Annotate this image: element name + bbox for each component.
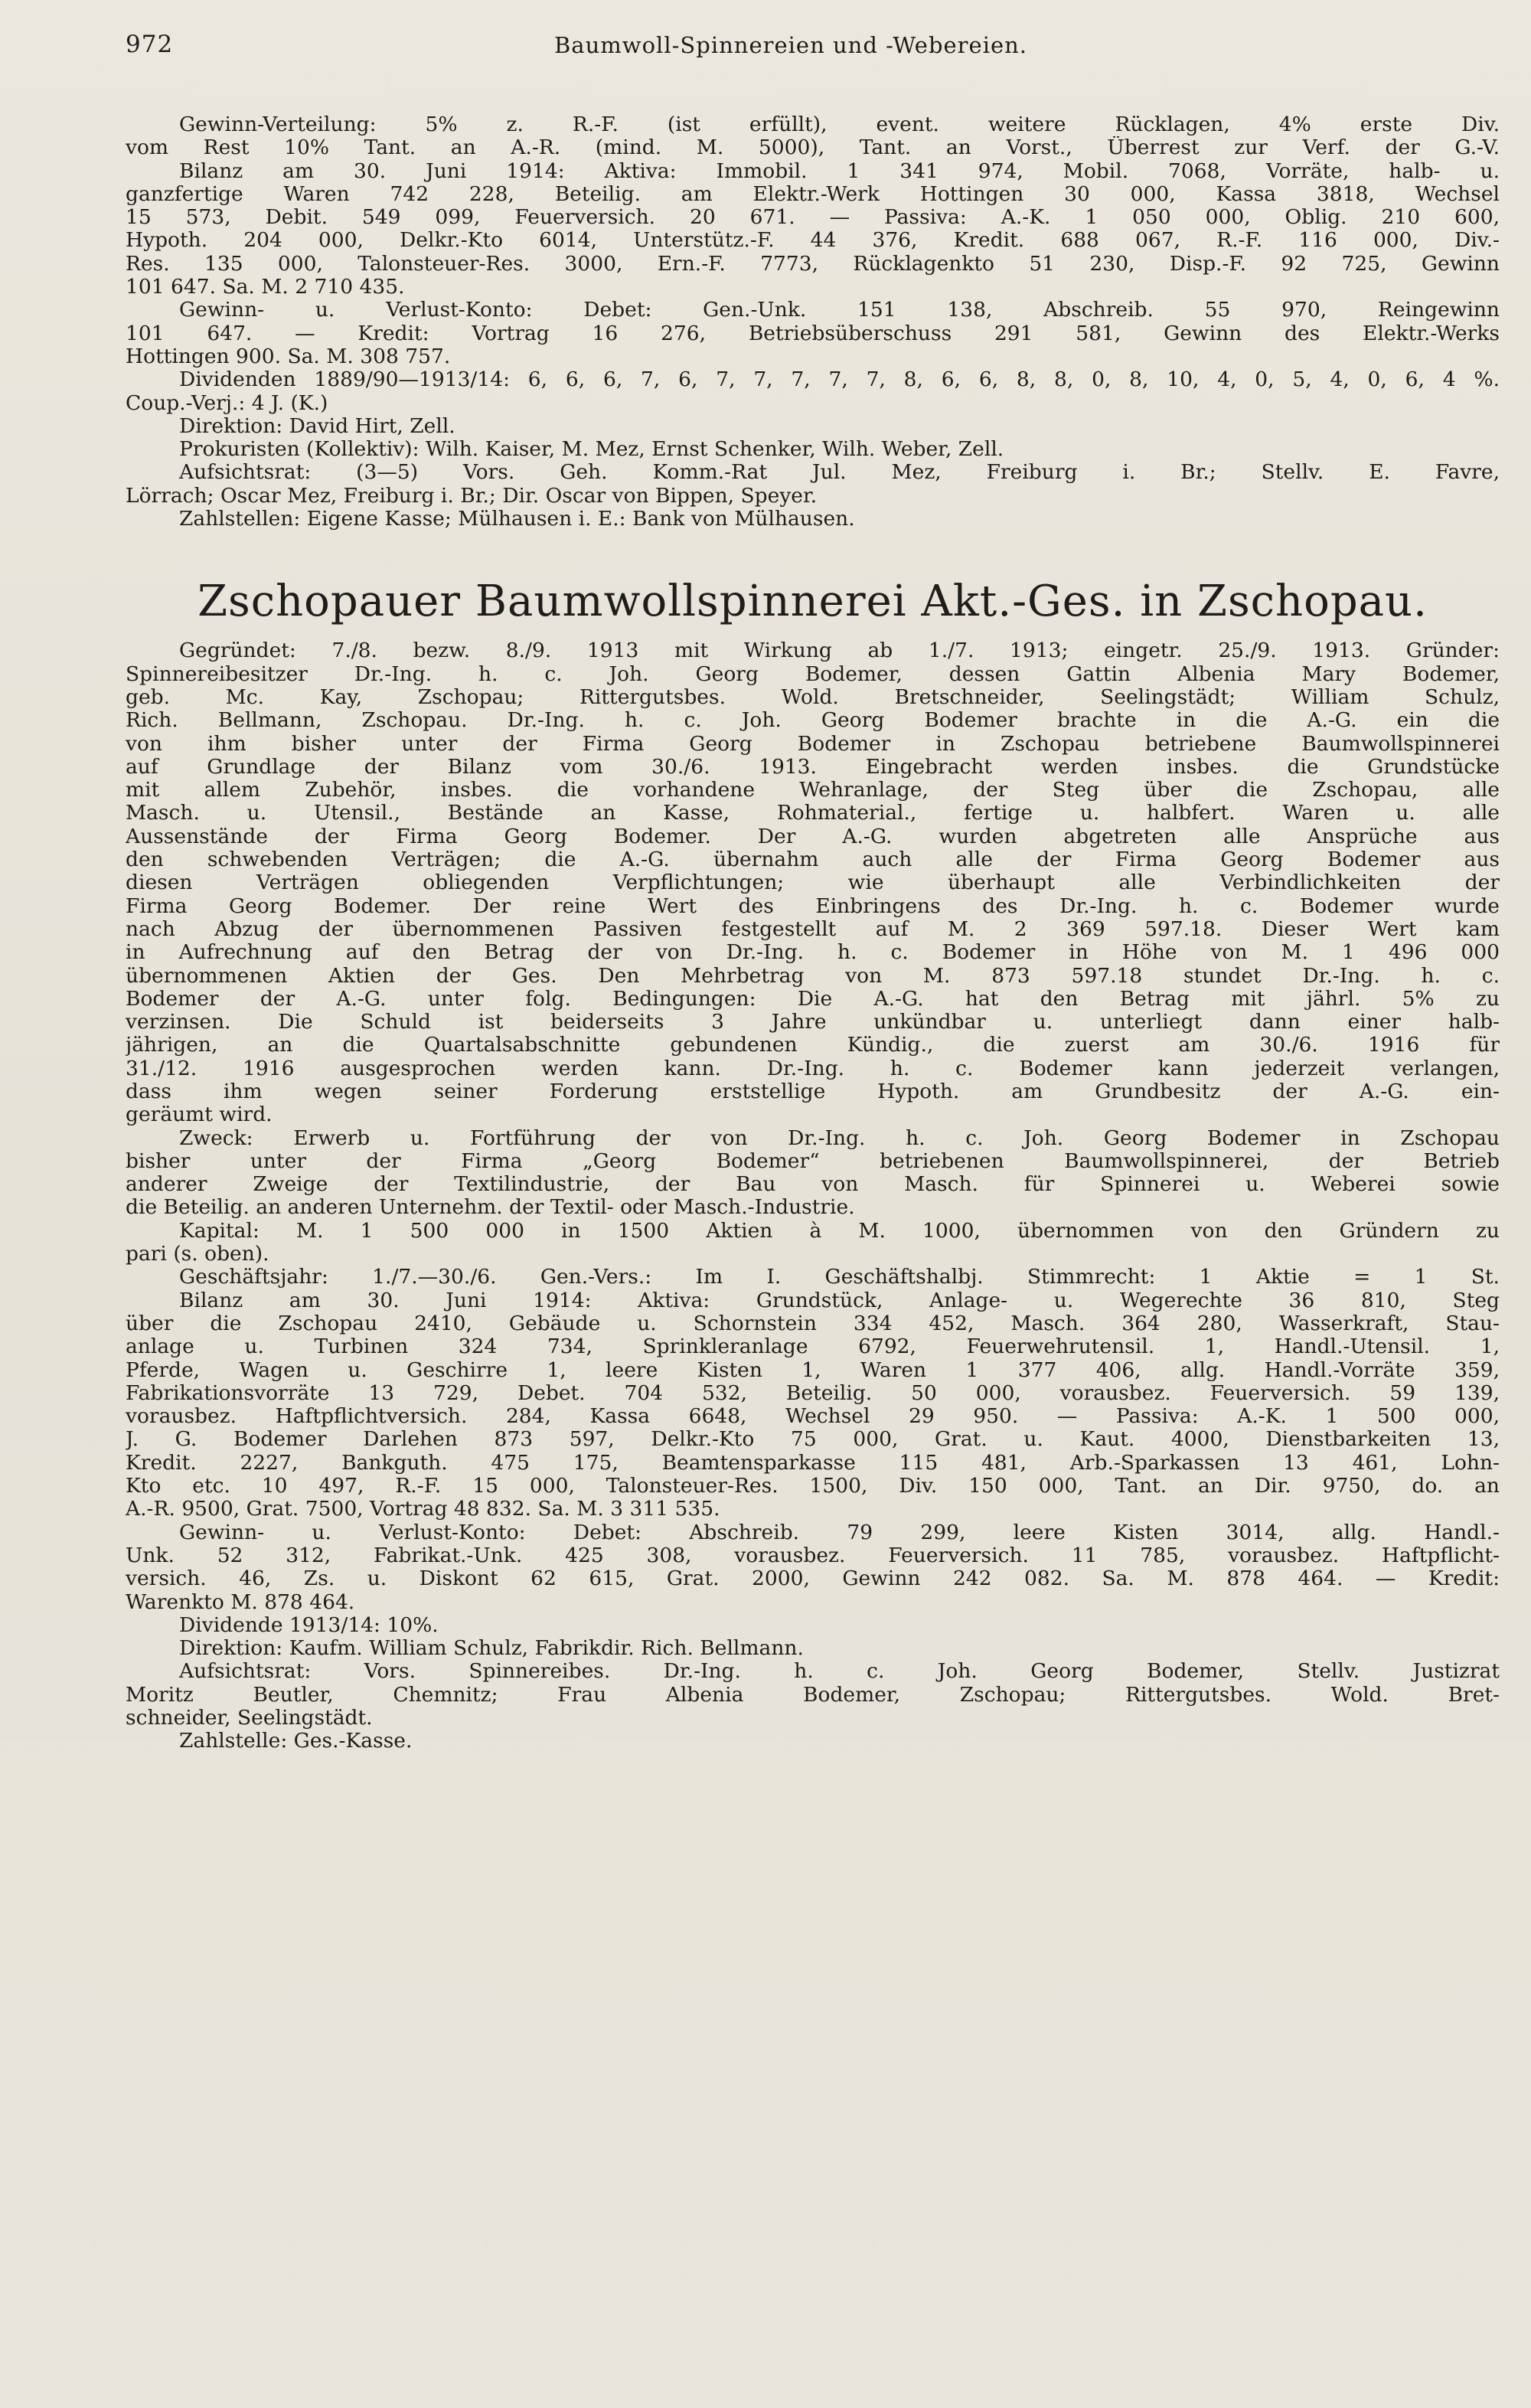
text-line: Hypoth. 204 000, Delkr.-Kto 6014, Unterstütz.-F. 44 376, Kredit. 688 067, R.-F. 116 000, Div.- xyxy=(126,229,1500,253)
text-line: Masch. u. Utensil., Bestände an Kasse, Rohmaterial., fertige u. halbfert. Waren u. alle xyxy=(126,802,1500,825)
text-line: Moritz Beutler, Chemnitz; Frau Albenia Bodemer, Zschopau; Rittergutsbes. Wold. Bret- xyxy=(126,1683,1500,1707)
text-line: J. G. Bodemer Darlehen 873 597, Delkr.-Kto 75 000, Grat. u. Kaut. 4000, Dienstbarkeiten 13, xyxy=(126,1428,1500,1452)
text-line: Direktion: Kaufm. William Schulz, Fabrikdir. Rich. Bellmann. xyxy=(179,1637,804,1661)
text-line: Bilanz am 30. Juni 1914: Aktiva: Grundstück, Anlage- u. Wegerechte 36 810, Steg xyxy=(179,1289,1500,1312)
text-line: nach Abzug der übernommenen Passiven festgestellt auf M. 2 369 597.18. Dieser Wert kam xyxy=(126,917,1500,941)
text-line: Direktion: David Hirt, Zell. xyxy=(179,414,455,438)
text-line: die Beteilig. an anderen Unternehm. der Textil- oder Masch.-Industrie. xyxy=(126,1196,855,1220)
previous-company-entry xyxy=(126,113,1500,531)
text-line: 15 573, Debit. 549 099, Feuerversich. 20 671. — Passiva: A.-K. 1 050 000, Oblig. 210 600, xyxy=(126,206,1500,230)
text-line: vorausbez. Haftpflichtversich. 284, Kassa 6648, Wechsel 29 950. — Passiva: A.-K. 1 500 000, xyxy=(126,1405,1500,1429)
text-line: Fabrikationsvorräte 13 729, Debet. 704 532, Beteilig. 50 000, vorausbez. Feuerversich. 59 139, xyxy=(126,1381,1500,1405)
text-line: 101 647. — Kredit: Vortrag 16 276, Betriebsüberschuss 291 581, Gewinn des Elektr.-Werks xyxy=(126,322,1500,345)
text-line: 31./12. 1916 ausgesprochen werden kann. Dr.-Ing. h. c. Bodemer kann jederzeit verlangen, xyxy=(126,1057,1500,1080)
text-line: den schwebenden Verträgen; die A.-G. übernahm auch alle der Firma Georg Bodemer aus xyxy=(126,848,1500,872)
text-line: diesen Verträgen obliegenden Verpflichtungen; wie überhaupt alle Verbindlichkeiten der xyxy=(126,871,1500,895)
text-line: Firma Georg Bodemer. Der reine Wert des Einbringens des Dr.-Ing. h. c. Bodemer wurde xyxy=(126,894,1500,918)
text-line: Aufsichtsrat: Vors. Spinnereibes. Dr.-Ing. h. c. Joh. Georg Bodemer, Stellv. Justizrat xyxy=(179,1660,1500,1684)
text-line: Res. 135 000, Talonsteuer-Res. 3000, Ern.-F. 7773, Rücklagenkto 51 230, Disp.-F. 92 725, Gewinn xyxy=(126,252,1500,276)
text-line: Warenkto M. 878 464. xyxy=(126,1590,355,1614)
text-line: geräumt wird. xyxy=(126,1103,273,1127)
text-line: bisher unter der Firma „Georg Bodemer“ betriebenen Baumwollspinnerei, der Betrieb xyxy=(126,1149,1500,1173)
text-line: Zahlstellen: Eigene Kasse; Mülhausen i. E.: Bank von Mülhausen. xyxy=(179,508,855,531)
text-line: von ihm bisher unter der Firma Georg Bodemer in Zschopau betriebene Baumwollspinnerei xyxy=(126,732,1500,756)
text-line: Zahlstelle: Ges.-Kasse. xyxy=(179,1730,413,1753)
text-line: mit allem Zubehör, insbes. die vorhandene Wehranlage, der Steg über die Zschopau, alle xyxy=(126,779,1500,802)
text-line: übernommenen Aktien der Ges. Den Mehrbetrag von M. 873 597.18 stundet Dr.-Ing. h. c. xyxy=(126,964,1500,988)
text-line: dass ihm wegen seiner Forderung erststellige Hypoth. am Grundbesitz der A.-G. ein- xyxy=(126,1080,1500,1103)
text-line: Prokuristen (Kollektiv): Wilh. Kaiser, M. Mez, Ernst Schenker, Wilh. Weber, Zell. xyxy=(179,438,1004,462)
text-line: pari (s. oben). xyxy=(126,1243,269,1266)
text-line: schneider, Seelingstädt. xyxy=(126,1707,373,1730)
text-line: Gegründet: 7./8. bezw. 8./9. 1913 mit Wirkung ab 1./7. 1913; eingetr. 25./9. 1913. Gründer: xyxy=(179,639,1500,663)
text-line: Aussenstände der Firma Georg Bodemer. Der A.-G. wurden abgetreten alle Ansprüche aus xyxy=(126,825,1500,848)
text-line: über die Zschopau 2410, Gebäude u. Schornstein 334 452, Masch. 364 280, Wasserkraft, Stau- xyxy=(126,1312,1500,1335)
company-title: Zschopauer Baumwollspinnerei Akt.-Ges. in Zschopau. xyxy=(197,577,1428,627)
text-line: Pferde, Wagen u. Geschirre 1, leere Kisten 1, Waren 1 377 406, allg. Handl.-Vorräte 359, xyxy=(126,1358,1500,1382)
text-line: auf Grundlage der Bilanz vom 30./6. 1913. Eingebracht werden insbes. die Grundstücke xyxy=(126,755,1500,779)
running-title: Baumwoll-Spinnereien und -Webereien. xyxy=(554,32,1028,58)
text-line: 101 647. Sa. M. 2 710 435. xyxy=(126,276,405,299)
text-line: Zweck: Erwerb u. Fortführung der von Dr.-Ing. h. c. Joh. Georg Bodemer in Zschopau xyxy=(179,1126,1500,1150)
page-number: 972 xyxy=(126,31,174,58)
text-line: versich. 46, Zs. u. Diskont 62 615, Grat. 2000, Gewinn 242 082. Sa. M. 878 464. — Kredit: xyxy=(126,1567,1500,1591)
text-line: geb. Mc. Kay, Zschopau; Rittergutsbes. Wold. Bretschneider, Seelingstädt; William Schulz, xyxy=(126,685,1500,709)
text-line: in Aufrechnung auf den Betrag der von Dr.-Ing. h. c. Bodemer in Höhe von M. 1 496 000 xyxy=(126,941,1500,965)
text-line: A.-R. 9500, Grat. 7500, Vortrag 48 832. Sa. M. 3 311 535. xyxy=(126,1498,720,1521)
running-head xyxy=(126,23,1511,69)
text-line: ganzfertige Waren 742 228, Beteilig. am Elektr.-Werk Hottingen 30 000, Kassa 3818, Wechsel xyxy=(126,182,1500,206)
text-line: Gewinn- u. Verlust-Konto: Debet: Gen.-Unk. 151 138, Abschreib. 55 970, Reingewinn xyxy=(179,299,1500,322)
text-line: Dividenden 1889/90—1913/14: 6, 6, 6, 7, 6, 7, 7, 7, 7, 7, 8, 6, 6, 8, 8, 0, 8, 10, 4, 0, 5, 4, 0, 6, 4 %. xyxy=(179,368,1500,392)
text-line: Hottingen 900. Sa. M. 308 757. xyxy=(126,345,451,368)
text-line: Coup.-Verj.: 4 J. (K.) xyxy=(126,391,328,415)
text-line: jährigen, an die Quartalsabschnitte gebundenen Kündig., die zuerst am 30./6. 1916 für xyxy=(126,1034,1500,1057)
text-line: anlage u. Turbinen 324 734, Sprinkleranlage 6792, Feuerwehrutensil. 1, Handl.-Utensil. 1, xyxy=(126,1335,1500,1359)
text-line: Bilanz am 30. Juni 1914: Aktiva: Immobil. 1 341 974, Mobil. 7068, Vorräte, halb- u. xyxy=(179,159,1500,183)
text-line: Kapital: M. 1 500 000 in 1500 Aktien à M. 1000, übernommen von den Gründern zu xyxy=(179,1219,1500,1243)
text-line: Kredit. 2227, Bankguth. 475 175, Beamtensparkasse 115 481, Arb.-Sparkassen 13 461, Lohn- xyxy=(126,1451,1500,1475)
text-line: Rich. Bellmann, Zschopau. Dr.-Ing. h. c. Joh. Georg Bodemer brachte in die A.-G. ein die xyxy=(126,709,1500,733)
company-entry xyxy=(126,639,1500,1753)
text-line: anderer Zweige der Textilindustrie, der Bau von Masch. für Spinnerei u. Weberei sowie xyxy=(126,1173,1500,1197)
text-line: verzinsen. Die Schuld ist beiderseits 3 Jahre unkündbar u. unterliegt dann einer halb- xyxy=(126,1011,1500,1034)
text-line: Gewinn-Verteilung: 5% z. R.-F. (ist erfüllt), event. weitere Rücklagen, 4% erste Div. xyxy=(179,113,1500,136)
text-line: Geschäftsjahr: 1./7.—30./6. Gen.-Vers.: Im I. Geschäftshalbj. Stimmrecht: 1 Aktie = 1 St. xyxy=(179,1266,1500,1289)
text-line: Dividende 1913/14: 10%. xyxy=(179,1613,439,1637)
text-line: Lörrach; Oscar Mez, Freiburg i. Br.; Dir. Oscar von Bippen, Speyer. xyxy=(126,484,818,508)
text-line: Unk. 52 312, Fabrikat.-Unk. 425 308, vorausbez. Feuerversich. 11 785, vorausbez. Haftpflicht- xyxy=(126,1544,1500,1567)
text-line: Bodemer der A.-G. unter folg. Bedingungen: Die A.-G. hat den Betrag mit jährl. 5% zu xyxy=(126,987,1500,1011)
text-line: Gewinn- u. Verlust-Konto: Debet: Abschreib. 79 299, leere Kisten 3014, allg. Handl.- xyxy=(179,1521,1500,1544)
text-line: Aufsichtsrat: (3—5) Vors. Geh. Komm.-Rat Jul. Mez, Freiburg i. Br.; Stellv. E. Favre, xyxy=(179,461,1500,485)
text-line: vom Rest 10% Tant. an A.-R. (mind. M. 5000), Tant. an Vorst., Überrest zur Verf. der G.-V. xyxy=(126,136,1500,160)
text-line: Kto etc. 10 497, R.-F. 15 000, Talonsteuer-Res. 1500, Div. 150 000, Tant. an Dir. 9750, do. an xyxy=(126,1475,1500,1498)
text-line: Spinnereibesitzer Dr.-Ing. h. c. Joh. Georg Bodemer, dessen Gattin Albenia Mary Bodemer, xyxy=(126,662,1500,686)
